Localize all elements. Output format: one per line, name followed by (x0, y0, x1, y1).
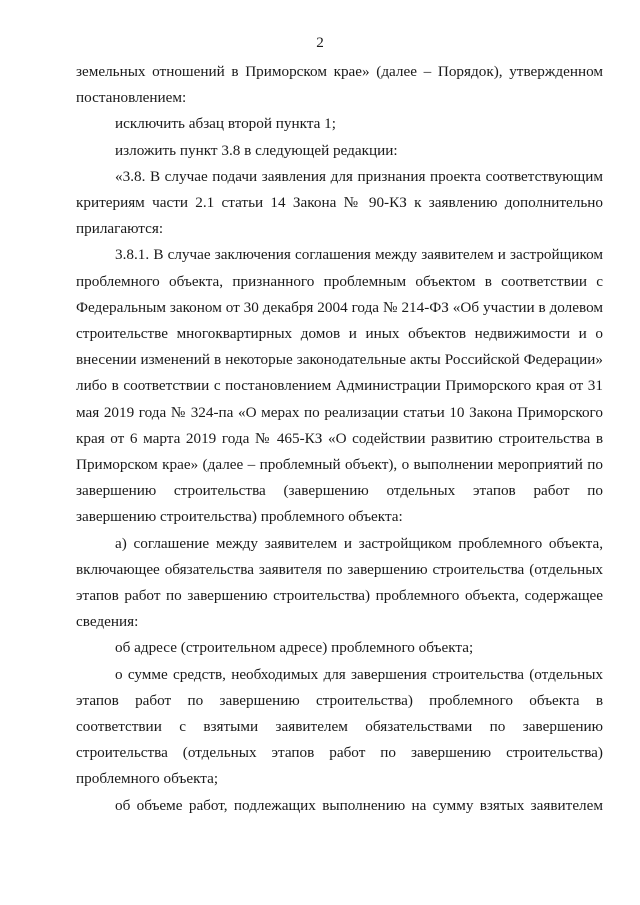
paragraph-item-a: а) соглашение между заявителем и застройщиком проблемного объекта, включающее обязательства заявителя по завершению строительства (отдельных этапов работ по завершению строительства) проблемного объекта, содержащее сведения: (76, 534, 603, 631)
paragraph-works-volume: об объеме работ, подлежащих выполнению на сумму взятых заявителем (115, 796, 603, 814)
paragraph-address-info: об адресе (строительном адресе) проблемного объекта; (115, 639, 474, 657)
paragraph-clause-3-8-1: 3.8.1. В случае заключения соглашения между заявителем и застройщиком проблемного объекта, признанного проблемным объектом в соответствии с Федеральным законом от 30 декабря 2004 года № 214-ФЗ «Об участии в долевом строительстве многоквартирных домов и иных объектов недвижимости и о внесении изменений в некоторые законодательные акты Российской Федерации» либо в соответствии с постановлением Администрации Приморского края от 31 мая 2019 года № 324-па «О мерах по реализации статьи 10 Закона Приморского края от 6 марта 2019 года № 465-КЗ «О содействии развитию строительства в Приморском крае» (далее – проблемный объект), о выполнении мероприятий по завершению строительства (завершению отдельных этапов работ по завершению строительства) проблемного объекта: (76, 246, 603, 526)
paragraph-clause-3-8: «3.8. В случае подачи заявления для признания проекта соответствующим критериям части 2.1 статьи 14 Закона № 90-КЗ к заявлению дополнительно прилагаются: (76, 167, 603, 238)
paragraph-restate-clause: изложить пункт 3.8 в следующей редакции: (115, 141, 398, 159)
document-body (76, 59, 603, 819)
paragraph-funds-info: о сумме средств, необходимых для завершения строительства (отдельных этапов работ по завершению строительства) проблемного объекта в соответствии с взятыми заявителем обязательствами по завершению строительства (отдельных этапов работ по завершению строительства) проблемного объекта; (76, 665, 603, 788)
paragraph-exclude-clause: исключить абзац второй пункта 1; (115, 115, 336, 133)
page-number: 2 (316, 34, 324, 51)
paragraph-poryadok-continuation: земельных отношений в Приморском крае» (далее – Порядок), утвержденном постановлением: (76, 63, 603, 107)
